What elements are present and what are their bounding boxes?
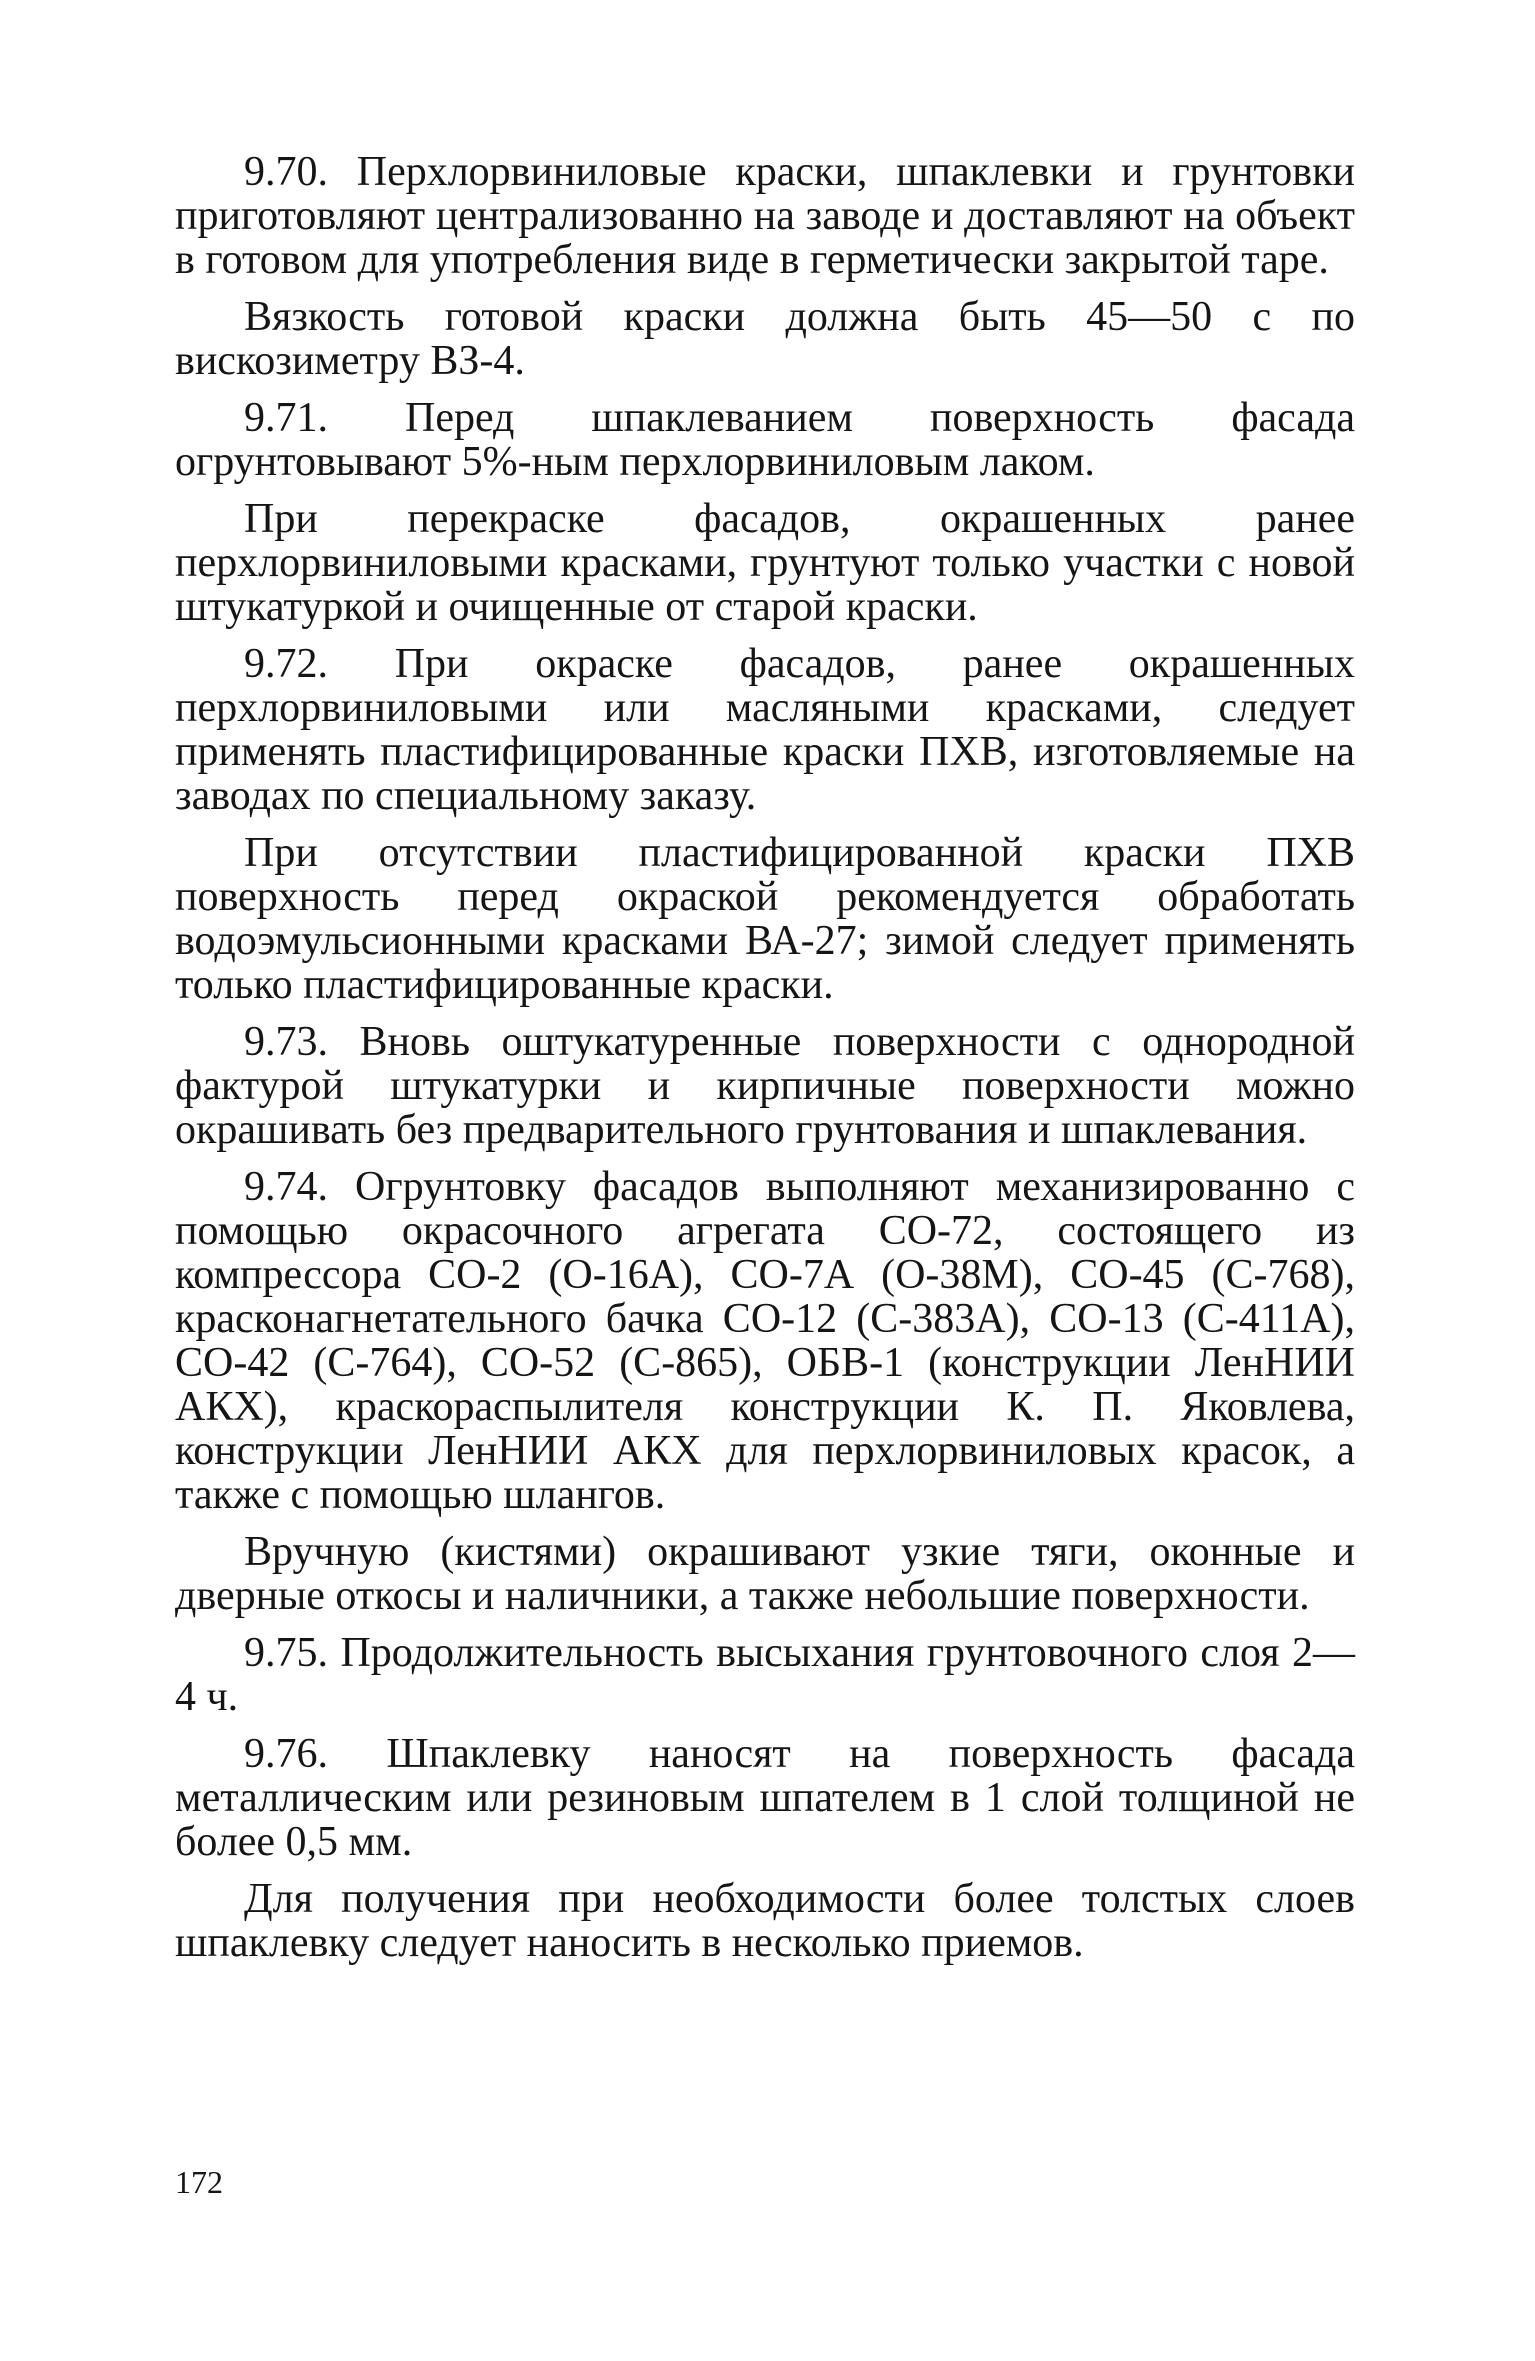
paragraph-repaint: При перекраске фасадов, окрашенных ранее перхлорвиниловыми красками, грунтуют только участки с новой штукатуркой и очищенные от старой краски. bbox=[175, 496, 1355, 630]
paragraph-manual: Вручную (кистями) окрашивают узкие тяги, оконные и дверные откосы и наличники, а также небольшие поверхности. bbox=[175, 1529, 1355, 1619]
page-body bbox=[175, 150, 1355, 1978]
paragraph-viscosity: Вязкость готовой краски должна быть 45—50 с по вискозиметру ВЗ-4. bbox=[175, 294, 1355, 384]
page-number: 172 bbox=[175, 2164, 223, 2200]
paragraph-9-75: 9.75. Продолжительность высыхания грунтовочного слоя 2—4 ч. bbox=[175, 1630, 1355, 1720]
paragraph-9-71: 9.71. Перед шпаклеванием поверхность фасада огрунтовывают 5%-ным перхлорвиниловым лаком. bbox=[175, 395, 1355, 485]
paragraph-9-74: 9.74. Огрунтовку фасадов выполняют механизированно с помощью окрасочного агрегата СО-72, состоящего из компрессора СО-2 (О-16А), СО-7А (О-38М), СО-45 (С-768), красконагнетательного бачка СО-12 (С-383А), СО-13 (С-411А), СО-42 (С-764), СО-52 (С-865), ОБВ-1 (конструкции ЛенНИИ АКХ), краскораспылителя конструкции К. П. Яковлева, конструкции ЛенНИИ АКХ для перхлорвиниловых красок, а также с помощью шлангов. bbox=[175, 1164, 1355, 1518]
paragraph-9-70: 9.70. Перхлорвиниловые краски, шпаклевки и грунтовки приготовляют централизованно на заводе и доставляют на объект в готовом для употребления виде в герметически закрытой таре. bbox=[175, 149, 1355, 283]
paragraph-absence-pvc: При отсутствии пластифицированной краски ПХВ поверхность перед окраской рекомендуется обработать водоэмульсионными красками ВА-27; зимой следует применять только пластифицированные краски. bbox=[175, 830, 1355, 1008]
paragraph-9-73: 9.73. Вновь оштукатуренные поверхности с однородной фактурой штукатурки и кирпичные поверхности можно окрашивать без предварительного грунтования и шпаклевания. bbox=[175, 1019, 1355, 1153]
paragraph-9-76: 9.76. Шпаклевку наносят на поверхность фасада металлическим или резиновым шпателем в 1 слой толщиной не более 0,5 мм. bbox=[175, 1731, 1355, 1865]
paragraph-thick-layers: Для получения при необходимости более толстых слоев шпаклевку следует наносить в несколько приемов. bbox=[175, 1876, 1355, 1966]
paragraph-9-72: 9.72. При окраске фасадов, ранее окрашенных перхлорвиниловыми или масляными красками, следует применять пластифицированные краски ПХВ, изготовляемые на заводах по специальному заказу. bbox=[175, 641, 1355, 819]
